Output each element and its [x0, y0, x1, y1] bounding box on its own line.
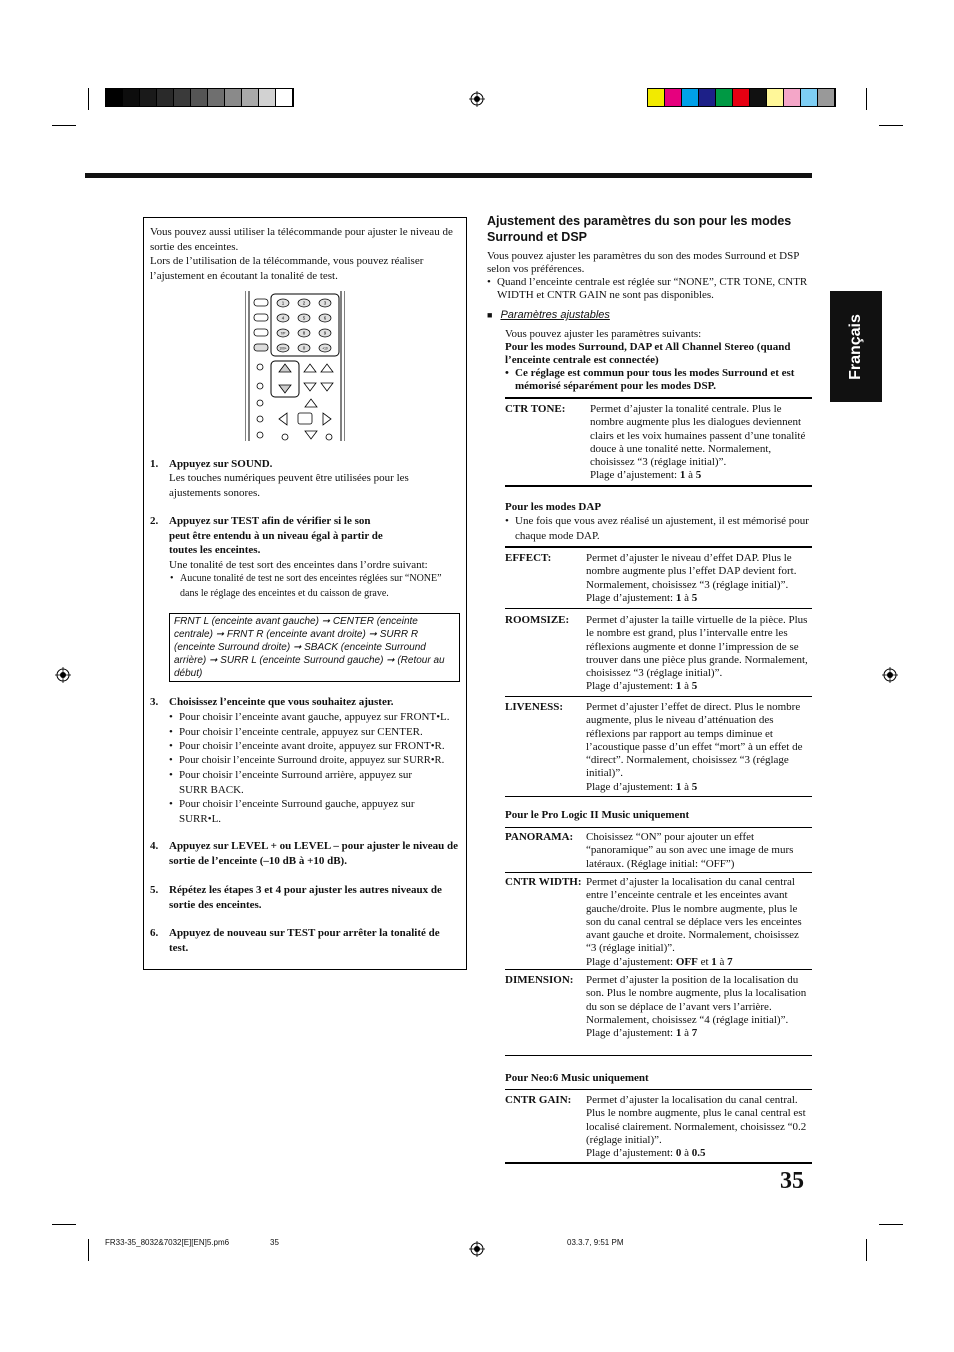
- params-title: Paramètres ajustables: [500, 309, 610, 321]
- remote-number-key: [277, 344, 289, 352]
- step-4-number: 4.: [150, 840, 159, 852]
- step-6-number: 6.: [150, 927, 159, 939]
- color-swatch: [801, 89, 818, 106]
- color-swatch: [733, 89, 750, 106]
- cntr-gain-description: [586, 1094, 810, 1160]
- remote-number-key: [298, 314, 310, 322]
- step-3-bullet: • Pour choisir l’enceinte avant gauche, appuyez sur FRONT•L.: [169, 710, 462, 725]
- cntr-gain-term: CNTR GAIN:: [505, 1094, 572, 1106]
- dimension-text: Permet d’ajuster la position de la localisation du son. Plus le nombre augmente, plus la localisation du son se déplace de l’avant vers l’arrière. Normalement, choisissez “4 (réglage initial)”.: [586, 974, 807, 1026]
- page-number: 35: [780, 1168, 804, 1194]
- color-swatch: [784, 89, 801, 106]
- remote-number-key: [277, 299, 289, 307]
- ctr-tone-range-prefix: Plage d’ajustement:: [590, 469, 680, 482]
- color-swatch: [174, 89, 191, 106]
- remote-key-label: 1: [281, 300, 285, 306]
- remote-key-label: 0: [302, 345, 306, 351]
- cntr-width-term: CNTR WIDTH:: [505, 876, 582, 888]
- step-3-bullet: • Pour choisir l’enceinte Surround gauche, appuyez sur SURR•L.: [169, 797, 441, 826]
- remote-key-label: 7/P: [280, 331, 286, 336]
- step-3-bullet: • Pour choisir l’enceinte avant droite, appuyez sur FRONT•R.: [169, 739, 462, 754]
- cntr-width-range-prefix: Plage d’ajustement:: [586, 955, 676, 968]
- effect-range-to: 5: [691, 591, 698, 604]
- ctr-tone-range-sep: à: [685, 469, 696, 482]
- ctr-tone-text: Permet d’ajuster la tonalité centrale. Plus le nombre augmente plus les dialogues deviennent clairs et les voix humaines passent d’une tonalité douce à une tonalité nette. Normalement, choisissez “3 (réglage initial)”.: [590, 403, 806, 469]
- roomsize-range-sep: à: [681, 680, 692, 693]
- rule: [505, 796, 812, 797]
- color-swatch: [648, 89, 665, 106]
- remote-number-key: [298, 299, 310, 307]
- liveness-text: Permet d’ajuster l’effet de direct. Plus le nombre augmente, plus le niveau d’atténuation des réflexions par rapport au temps diminue et l’acoustique passe d’un effet “mort” à un effet de “direct”. Normalement, choisissez “3 (réglage initial)”.: [586, 701, 803, 780]
- test-tone-sequence-box: [169, 613, 460, 682]
- remote-key-label: 5: [302, 315, 306, 321]
- remote-number-key: [277, 314, 289, 322]
- color-swatch: [276, 89, 293, 106]
- color-swatch: [191, 89, 208, 106]
- cntr-gain-range-from: 0: [675, 1147, 682, 1160]
- rule: [505, 1089, 812, 1090]
- registration-mark-top: [469, 91, 485, 107]
- step-1-number: 1.: [150, 458, 159, 470]
- dimension-range-prefix: Plage d’ajustement:: [586, 1027, 676, 1040]
- surround-heading: Pour les modes Surround, DAP et All Channel Stereo (quand l’enceinte centrale est connectée): [505, 341, 791, 367]
- cntr-gain-range-sep: à: [681, 1147, 692, 1160]
- remote-key-label: 3: [323, 300, 327, 306]
- step-6-title: Appuyez de nouveau sur TEST pour arrêter la tonalité de test.: [169, 927, 440, 954]
- dap-bullet-list: [505, 514, 810, 543]
- right-intro-bullet: • Quand l’enceinte centrale est réglée sur “NONE”, CTR TONE, CNTR WIDTH et CNTR GAIN ne sont pas disponibles.: [487, 276, 809, 303]
- effect-description: [586, 552, 810, 605]
- effect-range-sep: à: [681, 591, 692, 604]
- color-swatch: [259, 89, 276, 106]
- cntr-width-range-sep: à: [716, 955, 728, 968]
- color-swatch: [123, 89, 140, 106]
- cntr-width-description: [586, 876, 812, 969]
- left-intro-2: Lors de l’utilisation de la télécommande, vous pouvez réaliser l’ajustement en écoutant la tonalité de test.: [150, 255, 424, 282]
- roomsize-range-from: 1: [675, 680, 682, 693]
- liveness-range-prefix: Plage d’ajustement:: [586, 780, 676, 793]
- cntr-gain-text: Permet d’ajuster la localisation du canal central. Plus le nombre augmente, plus le canal central est localisé clairement. Normalement, choisissez “0.2 (réglage initial)”.: [586, 1094, 807, 1146]
- params-title-row: [487, 309, 610, 321]
- color-swatch: [767, 89, 784, 106]
- left-intro: Vous pouvez aussi utiliser la télécommande pour ajuster le niveau de sortie des enceintes.: [150, 226, 453, 253]
- remote-number-key: [277, 329, 289, 337]
- color-swatch: [818, 89, 835, 106]
- remote-key-label: 4: [281, 315, 285, 321]
- cntr-width-range-from: OFF: [675, 955, 698, 968]
- rule: [505, 546, 812, 548]
- rule: [505, 827, 812, 828]
- step-2-text: Une tonalité de test sort des enceintes dans l’ordre suivant:: [169, 559, 428, 571]
- remote-number-key: [319, 344, 331, 352]
- step-3-bullet: • Pour choisir l’enceinte Surround arrière, appuyez sur SURR BACK.: [169, 768, 441, 797]
- footer-date: 03.3.7, 9:51 PM: [567, 1238, 624, 1247]
- registration-mark-right: [882, 667, 898, 683]
- remote-key-label: 8: [302, 330, 306, 336]
- step-3-bullet: • Pour choisir l’enceinte Surround droite, appuyez sur SURR•R.: [169, 754, 462, 769]
- step-3-bullet: • Pour choisir l’enceinte centrale, appuyez sur CENTER.: [169, 725, 462, 740]
- color-swatch: [208, 89, 225, 106]
- liveness-range-from: 1: [675, 780, 682, 793]
- ctr-tone-term: CTR TONE:: [505, 403, 566, 415]
- rule: [505, 397, 812, 399]
- remote-control-illustration: [245, 291, 345, 441]
- right-intro-bullet-list: [487, 276, 809, 303]
- rule: [505, 969, 812, 970]
- surround-bullet-list: [505, 367, 805, 394]
- params-intro: Vous pouvez ajuster les paramètres suivants:: [505, 328, 702, 340]
- roomsize-range-to: 5: [691, 680, 698, 693]
- step-2-bullet-list: [170, 572, 460, 601]
- remote-number-key: [298, 329, 310, 337]
- color-swatch: [106, 89, 123, 106]
- registration-mark-left: [55, 667, 71, 683]
- dimension-range-sep: à: [681, 1027, 692, 1040]
- remote-key-label: +10: [322, 346, 328, 351]
- ctr-tone-description: [590, 403, 810, 483]
- language-tab-label: Français: [847, 313, 864, 380]
- liveness-range-to: 5: [691, 780, 698, 793]
- rule: [505, 872, 812, 873]
- step-1-title: Appuyez sur SOUND.: [169, 458, 273, 470]
- section-heading: Ajustement des paramètres du son pour les modes Surround et DSP: [487, 214, 792, 244]
- footer-file: FR33-35_8032&7032[E][EN]5.pm6: [105, 1238, 230, 1247]
- rule: [505, 608, 812, 609]
- ctr-tone-range-to: 5: [695, 469, 702, 482]
- step-2-bullet: • Aucune tonalité de test ne sort des enceintes réglées sur “NONE” dans le réglage des enceintes et du caisson de grave.: [170, 572, 460, 601]
- roomsize-description: [586, 614, 810, 694]
- dimension-range-from: 1: [675, 1027, 682, 1040]
- step-2-title: Appuyez sur TEST afin de vérifier si le son peut être entendu à un niveau égal à partir de toutes les enceintes.: [169, 515, 383, 556]
- liveness-term: LIVENESS:: [505, 701, 564, 713]
- remote-number-key: [298, 344, 310, 352]
- dimension-term: DIMENSION:: [505, 974, 574, 986]
- cntr-width-text: Permet d’ajuster la localisation du canal central entre l’enceinte centrale et les enceintes avant gauche/droite. Plus le nombre augmente, plus le son du canal central se déplace vers les enceintes avant gauche et droite. Normalement, choisissez “3 (réglage initial)”.: [586, 876, 802, 955]
- square-bullet-icon: ■: [487, 310, 493, 320]
- step-3-bullet-list: [169, 710, 462, 826]
- remote-key-label: 9: [323, 330, 327, 336]
- rule: [505, 1055, 812, 1056]
- surround-bullet: • Ce réglage est commun pour tous les modes Surround et est mémorisé séparément pour les modes DSP.: [505, 367, 805, 394]
- remote-number-key: [319, 314, 331, 322]
- registration-mark-bottom: [469, 1241, 485, 1257]
- step-1-text: Les touches numériques peuvent être utilisées pour les ajustements sonores.: [169, 472, 409, 499]
- step-5-title: Répétez les étapes 3 et 4 pour ajuster les autres niveaux de sortie des enceintes.: [169, 884, 442, 911]
- color-swatch: [750, 89, 767, 106]
- panorama-term: PANORAMA:: [505, 831, 574, 843]
- color-swatch: [140, 89, 157, 106]
- effect-range-prefix: Plage d’ajustement:: [586, 591, 676, 604]
- rule: [505, 485, 812, 487]
- process-color-bar: [647, 88, 836, 107]
- color-swatch: [716, 89, 733, 106]
- dimension-description: [586, 974, 810, 1040]
- remote-key-label: 100+: [279, 346, 287, 351]
- effect-term: EFFECT:: [505, 552, 552, 564]
- cntr-width-range-from-2: 1: [711, 955, 717, 968]
- rule: [505, 696, 812, 697]
- remote-key-label: 6: [323, 315, 327, 321]
- header-rule: [85, 173, 812, 178]
- remote-number-key: [319, 299, 331, 307]
- color-swatch: [157, 89, 174, 106]
- step-5-number: 5.: [150, 884, 159, 896]
- color-swatch: [682, 89, 699, 106]
- color-swatch: [699, 89, 716, 106]
- liveness-description: [586, 701, 810, 794]
- cntr-width-range-to: 7: [727, 955, 733, 968]
- panorama-description: [586, 831, 811, 871]
- panorama-text: Choisissez “ON” pour ajouter un effet “panoramique” au son avec une image de murs latéraux. (Réglage initial: “OFF”): [586, 831, 794, 870]
- cntr-gain-range-to: 0.5: [691, 1147, 706, 1160]
- right-intro: Vous pouvez ajuster les paramètres du son des modes Surround et DSP selon vos préférences.: [487, 250, 799, 276]
- test-tone-sequence: FRNT L (enceinte avant gauche) ➞ CENTER (enceinte centrale) ➞ FRNT R (enceinte avant droite) ➞ SURR R (enceinte Surround droite) ➞ SBACK (enceinte Surround arrière) ➞ SURR L (enceinte Surround gauche) ➞ (Retour au début): [174, 616, 445, 679]
- color-swatch: [242, 89, 259, 106]
- roomsize-text: Permet d’ajuster la taille virtuelle de la pièce. Plus le nombre est grand, plus l’intervalle entre les réflexions augmente et donne l’impression de se trouver dans une pièce plus grande. Normalement, choisissez “3 (réglage initial)”.: [586, 614, 808, 680]
- cntr-gain-range-prefix: Plage d’ajustement:: [586, 1147, 676, 1160]
- step-2-number: 2.: [150, 515, 159, 527]
- effect-range-from: 1: [675, 591, 682, 604]
- grayscale-color-bar: [105, 88, 294, 107]
- remote-number-key: [319, 329, 331, 337]
- dap-heading: Pour les modes DAP: [505, 501, 602, 513]
- color-swatch: [665, 89, 682, 106]
- ctr-tone-range-from: 1: [679, 469, 686, 482]
- effect-text: Permet d’ajuster le niveau d’effet DAP. Plus le nombre augmente plus l’effet DAP devient fort. Normalement, choisissez “3 (réglage initial)”.: [586, 552, 797, 591]
- remote-key-label: 2: [302, 300, 306, 306]
- dap-bullet: • Une fois que vous avez réalisé un ajustement, il est mémorisé pour chaque mode DAP.: [505, 514, 810, 543]
- color-swatch: [225, 89, 242, 106]
- rule: [505, 1162, 812, 1164]
- cntr-width-range-mid: et: [697, 955, 712, 968]
- language-tab: [830, 291, 882, 402]
- step-3-number: 3.: [150, 696, 159, 708]
- step-4-title: Appuyez sur LEVEL + ou LEVEL – pour ajuster le niveau de sortie de l’enceinte (–10 dB à +10 dB).: [169, 840, 458, 867]
- dimension-range-to: 7: [691, 1027, 698, 1040]
- roomsize-range-prefix: Plage d’ajustement:: [586, 680, 676, 693]
- plii-heading: Pour le Pro Logic II Music uniquement: [505, 809, 690, 821]
- liveness-range-sep: à: [681, 780, 692, 793]
- step-3-title: Choisissez l’enceinte que vous souhaitez ajuster.: [169, 696, 394, 708]
- footer-page: 35: [270, 1238, 279, 1247]
- neo-heading: Pour Neo:6 Music uniquement: [505, 1072, 649, 1084]
- roomsize-term: ROOMSIZE:: [505, 614, 570, 626]
